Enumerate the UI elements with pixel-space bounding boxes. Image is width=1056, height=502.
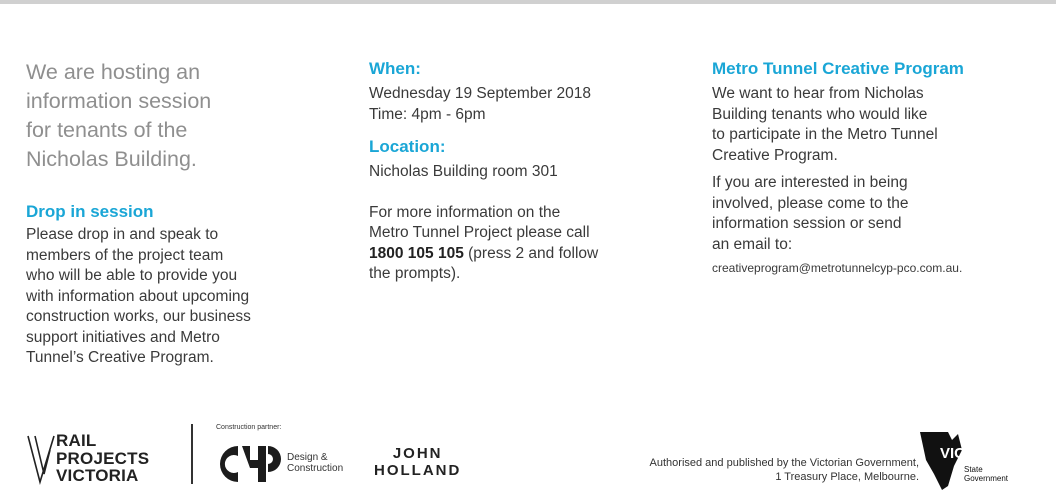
cyp-logo [216,440,286,490]
drop-in-heading: Drop in session [26,202,154,221]
rail-projects-victoria-logo [26,432,176,492]
intro-column [26,58,326,369]
creative-line: information session or send [712,215,902,232]
authorisation-text [650,456,919,484]
jh-line: HOLLAND [374,462,462,479]
more-info-phone-line [369,244,669,265]
cyp-line: Construction [287,463,344,474]
phone-number[interactable]: 1800 105 105 [369,244,464,262]
cyp-mark-icon [216,440,286,490]
construction-partner-label: Construction partner: [216,424,282,431]
footer-divider [191,424,193,484]
footer [0,420,1056,502]
victoria-word: VICTORIA [940,445,1012,462]
drop-in-line: Tunnel’s Creative Program. [26,349,214,366]
state-word: State [964,465,983,474]
victoria-map-icon [918,430,1028,492]
location-text: Nicholas Building room 301 [369,163,558,180]
location-heading: Location: [369,137,446,156]
creative-line: If you are interested in being [712,174,908,191]
creative-line: to participate in the Metro Tunnel [712,126,938,143]
cyp-text [287,452,343,474]
drop-in-text [26,225,326,369]
creative-line: an email to: [712,235,793,253]
rpv-line: PROJECTS [56,448,150,468]
creative-line: Building tenants who would like [712,105,928,123]
creative-column [712,58,1042,275]
john-holland-logo [374,445,461,479]
email-link[interactable]: creativeprogram@metrotunnelcyp-pco.com.au. [712,261,963,275]
intro-line: We are hosting an [26,60,201,84]
more-info-line: the prompts). [369,265,461,282]
event-time: Time: 4pm - 6pm [369,105,486,123]
drop-in-line: support initiatives and Metro [26,328,220,346]
creative-line: involved, please come to the [712,194,909,212]
more-info-line: Metro Tunnel Project please call [369,224,590,241]
rpv-chevron-icon [26,432,60,488]
more-info-line: For more information on the [369,203,561,221]
when-text [369,84,669,125]
cyp-line: Design & [287,452,328,463]
drop-in-line: who will be able to provide you [26,267,238,284]
rpv-wordmark [56,432,149,485]
auth-line: Authorised and published by the Victorian Government, [649,457,919,469]
event-date: Wednesday 19 September 2018 [369,85,592,102]
intro-line: information session [26,89,212,113]
drop-in-line: Please drop in and speak to [26,226,219,243]
top-rule [0,0,1056,4]
rpv-line: RAIL [56,431,97,450]
creative-line: We want to hear from Nicholas [712,85,924,102]
drop-in-line: members of the project team [26,246,224,264]
more-info-line: (press 2 and follow [463,244,599,262]
creative-para1 [712,84,1042,166]
more-info-text [369,203,669,285]
rpv-line: VICTORIA [56,466,139,485]
creative-para2 [712,173,1042,255]
creative-line: Creative Program. [712,146,838,164]
when-heading: When: [369,59,421,78]
intro-line: for tenants of the [26,118,188,142]
auth-line: 1 Treasury Place, Melbourne. [775,471,919,483]
jh-line: JOHN [392,445,443,462]
drop-in-line: construction works, our business [26,308,251,325]
drop-in-line: with information about upcoming [26,287,250,305]
intro-heading [26,58,326,174]
details-column [369,58,669,285]
victoria-state-government-logo [918,430,1028,492]
intro-line: Nicholas Building. [26,147,197,171]
government-word: Government [964,474,1009,483]
creative-heading: Metro Tunnel Creative Program [712,59,964,78]
